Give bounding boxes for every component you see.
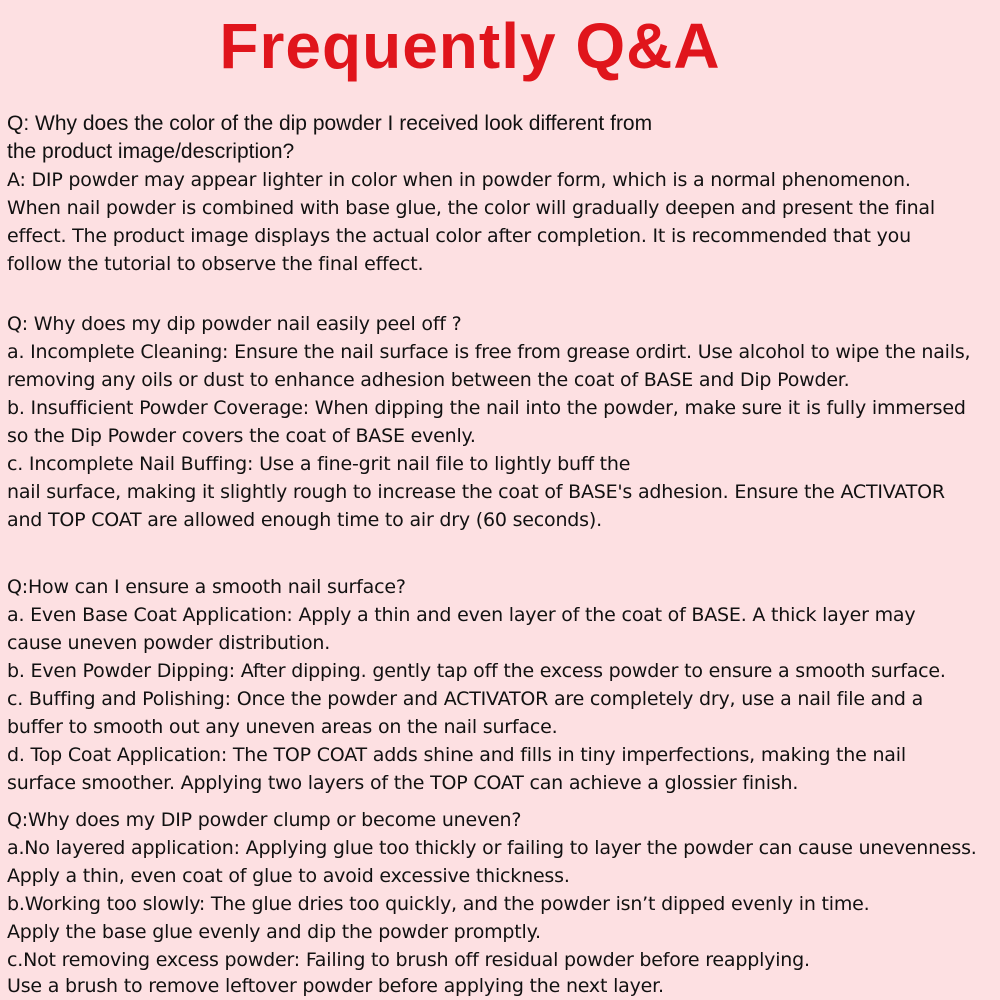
answer-line: buffer to smooth out any uneven areas on the nail surface. — [7, 716, 558, 738]
answer-line: c. Incomplete Nail Buffing: Use a fine-grit nail file to lightly buff the — [7, 453, 631, 475]
answer-line: a. Even Base Coat Application: Apply a thin and even layer of the coat of BASE. A thick layer may — [7, 604, 916, 626]
answer-line: d. Top Coat Application: The TOP COAT adds shine and fills in tiny imperfections, making the nail — [7, 744, 906, 766]
answer-line: Use a brush to remove leftover powder before applying the next layer. — [7, 975, 664, 997]
answer-line: Apply a thin, even coat of glue to avoid excessive thickness. — [7, 865, 570, 887]
answer-line: a. Incomplete Cleaning: Ensure the nail surface is free from grease ordirt. Use alcohol to wipe the nails, — [7, 341, 971, 363]
answer-line: removing any oils or dust to enhance adhesion between the coat of BASE and Dip Powder. — [7, 369, 850, 391]
answer-line: Apply the base glue evenly and dip the powder promptly. — [7, 921, 541, 943]
question-line: Q:How can I ensure a smooth nail surface? — [7, 576, 406, 598]
answer-line: cause uneven powder distribution. — [7, 632, 331, 654]
answer-line: b. Insufficient Powder Coverage: When dipping the nail into the powder, make sure it is fully immersed — [7, 397, 966, 419]
question-line: the product image/description? — [7, 140, 295, 163]
answer-line: When nail powder is combined with base glue, the color will gradually deepen and present the final — [7, 197, 935, 219]
answer-line: c.Not removing excess powder: Failing to brush off residual powder before reapplying. — [7, 949, 810, 971]
answer-line: follow the tutorial to observe the final effect. — [7, 253, 424, 275]
answer-line: a.No layered application: Applying glue too thickly or failing to layer the powder can cause unevenness. — [7, 837, 977, 859]
answer-line: nail surface, making it slightly rough to increase the coat of BASE's adhesion. Ensure the ACTIVATOR — [7, 481, 945, 503]
answer-line: so the Dip Powder covers the coat of BASE evenly. — [7, 425, 476, 447]
answer-line: b.Working too slowly: The glue dries too quickly, and the powder isn’t dipped evenly in time. — [7, 893, 870, 915]
answer-line: and TOP COAT are allowed enough time to air dry (60 seconds). — [7, 509, 602, 531]
answer-line: b. Even Powder Dipping: After dipping. gently tap off the excess powder to ensure a smooth surface. — [7, 660, 946, 682]
question-line: Q: Why does my dip powder nail easily peel off ? — [7, 313, 462, 335]
question-line: Q: Why does the color of the dip powder I received look different from — [7, 112, 653, 135]
answer-line: effect. The product image displays the actual color after completion. It is recommended that you — [7, 225, 911, 247]
answer-line: A: DIP powder may appear lighter in color when in powder form, which is a normal phenomenon. — [7, 169, 911, 191]
answer-line: surface smoother. Applying two layers of the TOP COAT can achieve a glossier finish. — [7, 772, 799, 794]
page-title: Frequently Q&A — [219, 10, 721, 82]
answer-line: c. Buffing and Polishing: Once the powder and ACTIVATOR are completely dry, use a nail file and a — [7, 688, 924, 710]
question-line: Q:Why does my DIP powder clump or become uneven? — [7, 809, 522, 831]
